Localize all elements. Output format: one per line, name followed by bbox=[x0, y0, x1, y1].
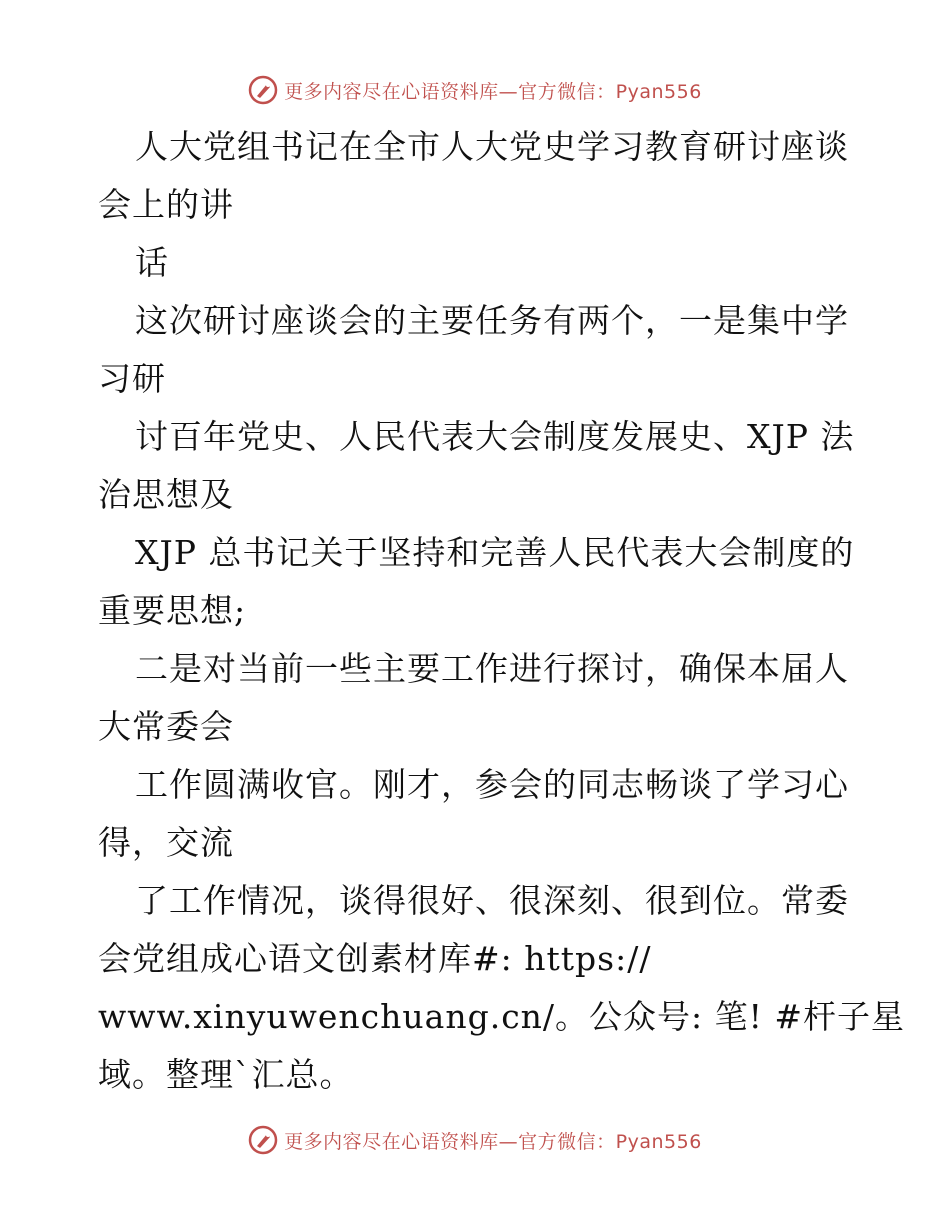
text-line: 话 bbox=[135, 243, 169, 282]
header-banner bbox=[0, 70, 950, 110]
text-line: 讨百年党史、人民代表大会制度发展史、XJP 法 bbox=[135, 417, 855, 456]
text-line: 会上的讲 bbox=[98, 185, 234, 224]
text-line: XJP 总书记关于坚持和完善人民代表大会制度的 bbox=[135, 533, 855, 572]
text-line: 习研 bbox=[98, 359, 166, 398]
text-line: 这次研讨座谈会的主要任务有两个，一是集中学 bbox=[135, 301, 849, 340]
text-line: 人大党组书记在全市人大党史学习教育研讨座谈 bbox=[135, 127, 849, 166]
footer-banner bbox=[0, 1120, 950, 1160]
text-line: 会党组成心语文创素材库#: https:// bbox=[98, 939, 652, 978]
document-body bbox=[98, 118, 906, 1104]
text-line: 得，交流 bbox=[98, 823, 234, 862]
text-line: 二是对当前一些主要工作进行探讨，确保本届人 bbox=[135, 649, 849, 688]
banner-text: 更多内容尽在心语资料库—官方微信：Pyan556 bbox=[284, 1130, 702, 1153]
text-line: 了工作情况，谈得很好、很深刻、很到位。常委 bbox=[135, 881, 849, 920]
text-line: 治思想及 bbox=[98, 475, 234, 514]
text-line: 域。整理`汇总。 bbox=[98, 1055, 354, 1094]
text-line: 大常委会 bbox=[98, 707, 234, 746]
text-line: 重要思想; bbox=[98, 591, 247, 630]
banner-text: 更多内容尽在心语资料库—官方微信：Pyan556 bbox=[284, 80, 702, 103]
text-line: 工作圆满收官。刚才，参会的同志畅谈了学习心 bbox=[135, 765, 849, 804]
text-line: www.xinyuwenchuang.cn/。公众号: 笔! #杆子星 bbox=[98, 997, 906, 1036]
pen-nib-logo-icon bbox=[248, 1125, 278, 1155]
pen-nib-logo-icon bbox=[248, 75, 278, 105]
